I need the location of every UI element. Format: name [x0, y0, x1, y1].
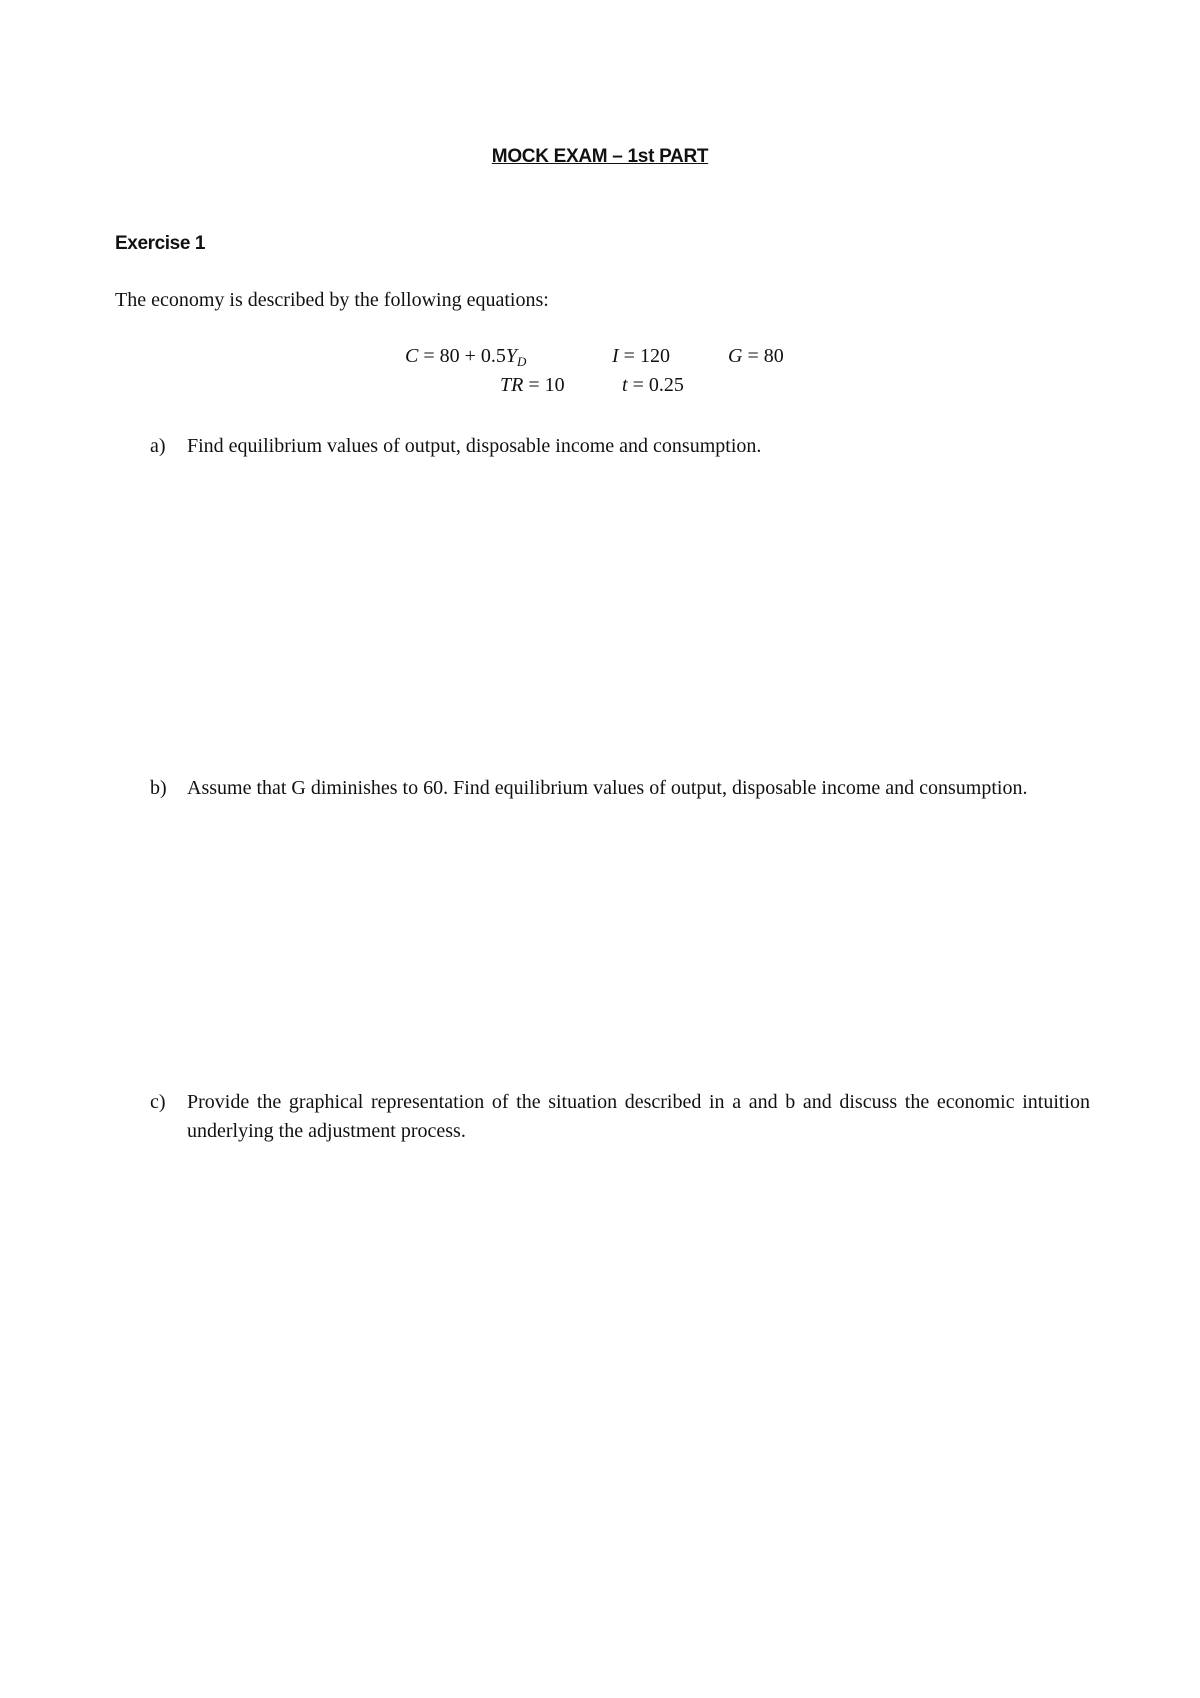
question-b — [150, 774, 1090, 803]
question-a-letter: a) — [150, 435, 166, 457]
equation-tax — [622, 374, 684, 397]
question-a-text: Find equilibrium values of output, disposable income and consumption. — [187, 435, 762, 457]
equation-transfers-lhs: TR — [500, 374, 524, 396]
equation-consumption-sub: D — [517, 354, 527, 369]
question-b-text: Assume that G diminishes to 60. Find equilibrium values of output, disposable income and consumption. — [187, 777, 1028, 799]
equation-government-lhs: G — [728, 345, 743, 367]
equation-consumption-var: Y — [505, 345, 518, 367]
equation-consumption — [405, 345, 526, 370]
equation-tax-lhs: t — [622, 374, 628, 396]
exercise-heading: Exercise 1 — [115, 233, 206, 254]
equation-government — [728, 345, 784, 368]
question-b-letter: b) — [150, 777, 167, 799]
equation-investment-lhs: I — [612, 345, 619, 367]
intro-text: The economy is described by the following equations: — [115, 289, 549, 311]
equation-investment-rhs: = 120 — [623, 345, 670, 367]
equation-government-rhs: = 80 — [747, 345, 784, 367]
page-title: MOCK EXAM – 1st PART — [491, 146, 709, 167]
question-a — [150, 432, 1090, 461]
equation-consumption-lhs: C — [405, 345, 419, 367]
equation-transfers — [500, 374, 565, 397]
equation-transfers-rhs: = 10 — [528, 374, 565, 396]
question-c — [150, 1088, 1090, 1146]
question-c-letter: c) — [150, 1091, 166, 1113]
equation-investment — [612, 345, 670, 368]
question-c-text: Provide the graphical representation of the situation described in a and b and discuss the economic intuition underlying the adjustment process. — [187, 1091, 1090, 1142]
equation-consumption-rhs: = 80 + 0.5 — [423, 345, 506, 367]
equation-tax-rhs: = 0.25 — [632, 374, 684, 396]
